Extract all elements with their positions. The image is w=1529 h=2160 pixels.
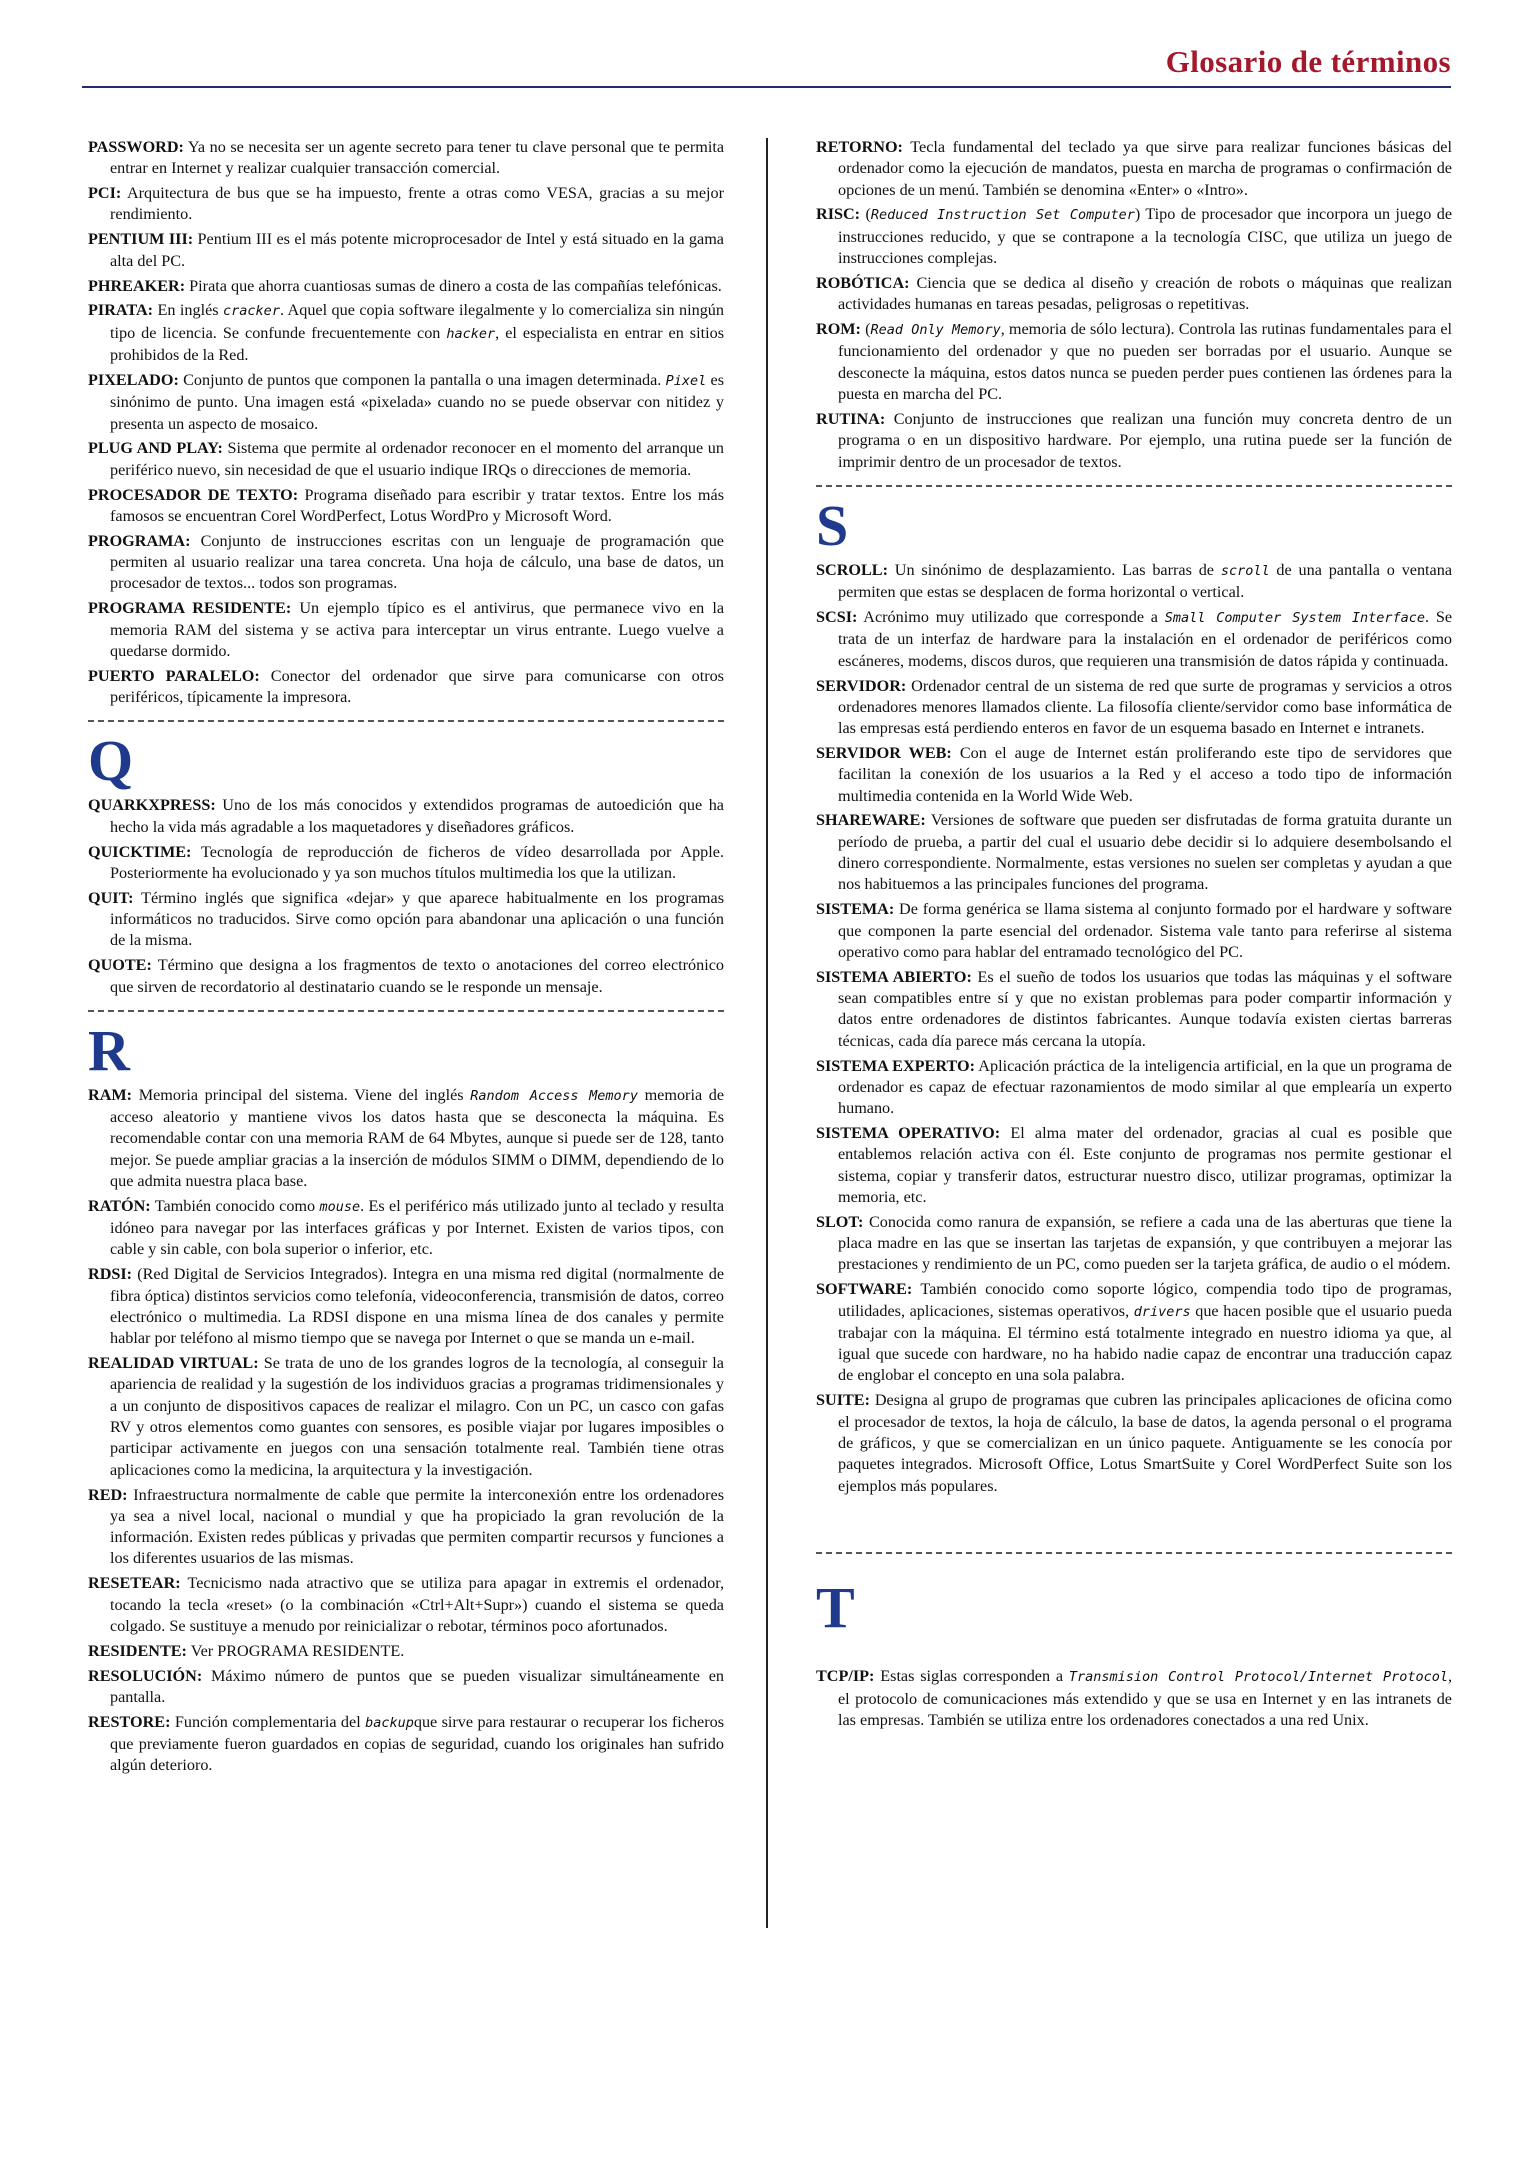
glossary-entry: RUTINA: Conjunto de instrucciones que realizan una función muy concreta dentro de un programa o en un dispositivo hardware. Por ejemplo, una rutina puede ser la función de imprimir dentro de un procesador de textos. — [816, 409, 1452, 471]
glossary-entry: SUITE: Designa al grupo de programas que cubren las principales aplicaciones de oficina como el procesador de textos, la hoja de cálculo, la base de datos, la agenda personal o el programa de gráficos, y que se comercializan en un único paquete. Antiguamente se les conocía por paquetes integrados. Microsoft Office, Lotus SmartSuite y Corel WordPerfect Suite son los ejemplos más populares. — [816, 1391, 1452, 1495]
glossary-entry: PLUG AND PLAY: Sistema que permite al ordenador reconocer en el momento del arranque un periférico nuevo, sin necesidad de que el usuario indique IRQs o direcciones de memoria. — [88, 439, 724, 479]
glossary-entry: SOFTWARE: También conocido como soporte lógico, compendia todo tipo de programas, utilidades, aplicaciones, sistemas operativos, drivers que hacen posible que el usuario pueda trabajar con la máquina. El término está totalmente integrado en nuestro idioma ya que, al igual que sucede con hardware, no ha habido nadie capaz de encontrar una traducción capaz de englobar el concepto en una sola palabra. — [816, 1280, 1453, 1385]
glossary-entry: QUIT: Término inglés que significa «dejar» y que aparece habitualmente en los programas informáticos no traducidos. Sirve como opción para abandonar una aplicación o una función de la misma. — [88, 888, 724, 950]
glossary-entry: PHREAKER: Pirata que ahorra cuantiosas sumas de dinero a costa de las compañías telefónicas. — [88, 276, 722, 295]
glossary-entry: RDSI: (Red Digital de Servicios Integrados). Integra en una misma red digital (normalmente de fibra óptica) distintos servicios como telefonía, videoconferencia, transmisión de datos, correo electrónico o multimedia. La RDSI dispone en una misma línea de dos canales y permite hablar por teléfono al mismo tiempo que se navega por Internet o que se manda un e-mail. — [88, 1265, 725, 1348]
glossary-entry: SERVIDOR WEB: Con el auge de Internet están proliferando este tipo de servidores que facilitan la conexión de los usuarios a la Red y el acceso a todo tipo de información multimedia contenida en la World Wide Web. — [816, 743, 1452, 805]
glossary-entry: RETORNO: Tecla fundamental del teclado ya que sirve para realizar funciones básicas del ordenador como la ejecución de mandatos, puesta en marcha de programas o confirmación de opciones de un menú. También se denomina «Enter» o «Intro». — [816, 138, 1452, 199]
glossary-entry: SHAREWARE: Versiones de software que pueden ser disfrutadas de forma gratuita durante un período de prueba, a partir del cual el usuario debe decidir si lo adquiere desembolsando el dinero correspondiente. Normalmente, estas versiones no suelen ser completas y ayudan a que nos habituemos a las principales funciones del programa. — [816, 811, 1453, 894]
glossary-entry: QUARKXPRESS: Uno de los más conocidos y extendidos programas de autoedición que ha hecho la vida más agradable a los maquetadores y diseñadores gráficos. — [88, 796, 724, 836]
glossary-entry: ROM: (Read Only Memory, memoria de sólo lectura). Controla las rutinas fundamentales para el funcionamiento del ordenador y que no pueden ser borradas por el usuario. Aunque se desconecte la máquina, estos datos nunca se pueden perder pues contienen las órdenes para la puesta en marcha del PC. — [816, 320, 1453, 404]
glossary-entry: SISTEMA: De forma genérica se llama sistema al conjunto formado por el hardware y software que componen la parte esencial del ordenador. Sistema vale tanto para referirse al sistema operativo como para hablar del entramado tecnológico del PC. — [816, 900, 1452, 961]
glossary-entry: TCP/IP: Estas siglas corresponden a Transmision Control Protocol/Internet Protocol, el protocolo de comunicaciones más extendido y que se usa en Internet y en las intranets de las empresas. También se utiliza entre los ordenadores conectados a una red Unix. — [816, 1667, 1453, 1730]
section-separator — [88, 720, 724, 722]
glossary-entry: RATÓN: También conocido como mouse. Es el periférico más utilizado junto al teclado y resulta idóneo para navegar por las interfaces gráficas y por Internet. Existen de varios tipos, con cable y sin cable, con bola superior o inferior, etc. — [88, 1196, 724, 1259]
glossary-entry: RED: Infraestructura normalmente de cable que permite la interconexión entre los ordenadores ya sea a nivel local, nacional o mundial y que ha propiciado la gran revolución de la información. Existen redes públicas y privadas que permiten compartir recursos y funciones a los diferentes usuarios de las mismas. — [88, 1485, 725, 1568]
section-separator — [816, 1552, 1452, 1554]
glossary-entry: QUOTE: Término que designa a los fragmentos de texto o anotaciones del correo electrónico que sirven de recordatorio al destinatario cuando se le responde un mensaje. — [88, 956, 724, 996]
glossary-entry: RISC: (Reduced Instruction Set Computer) Tipo de procesador que incorpora un juego de instrucciones reducido, y que se contrapone a la tecnología CISC, que utiliza un juego de instrucciones complejas. — [816, 205, 1453, 268]
glossary-entry: PASSWORD: Ya no se necesita ser un agente secreto para tener tu clave personal que te permita entrar en Internet y realizar cualquier transacción comercial. — [88, 138, 724, 178]
glossary-entry: RESOLUCIÓN: Máximo número de puntos que se pueden visualizar simultáneamente en pantalla. — [88, 1666, 725, 1706]
glossary-entry: RESIDENTE: Ver PROGRAMA RESIDENTE. — [88, 1641, 405, 1660]
glossary-entry: PROCESADOR DE TEXTO: Programa diseñado para escribir y tratar textos. Entre los más famosos se encuentran Corel WordPerfect, Lotus WordPro y Microsoft Word. — [88, 485, 724, 525]
glossary-entry: SCSI: Acrónimo muy utilizado que corresponde a Small Computer System Interface. Se trata de un interfaz de hardware para la instalación en el ordenador de periféricos como escáneres, modems, discos duros, que requieren una transmisión de datos rápida y continuada. — [816, 608, 1453, 670]
glossary-entry: PROGRAMA: Conjunto de instrucciones escritas con un lenguaje de programación que permiten al usuario realizar una tarea concreta. Una hoja de cálculo, una base de datos, un procesador de textos... todos son programas. — [88, 531, 724, 593]
glossary-entry: SISTEMA ABIERTO: Es el sueño de todos los usuarios que todas las máquinas y el software sean compatibles entre sí y que no existan problemas para poder compartir información y datos entre ordenadores de distintos fabricantes. Aunque todavía existen ciertas barreras técnicas, cada día parece más cercana la utopía. — [816, 967, 1452, 1050]
glossary-entry: SERVIDOR: Ordenador central de un sistema de red que surte de programas y servicios a otros ordenadores menores llamados cliente. La filosofía cliente/servidor como base informática de las empresas está perdiendo enteros en favor de un esquema basado en Internet e intranets. — [816, 676, 1452, 738]
glossary-entry: ROBÓTICA: Ciencia que se dedica al diseño y creación de robots o máquinas que realizan actividades humanas en tareas pesadas, peligrosas o repetitivas. — [816, 273, 1452, 314]
glossary-entry: RESTORE: Función complementaria del backupque sirve para restaurar o recuperar los ficheros que previamente fueron guardados en copias de seguridad, cuando los originales han sufrido algún deterioro. — [88, 1712, 725, 1775]
glossary-entry: PIRATA: En inglés cracker. Aquel que copia software ilegalmente y lo comercializa sin ningún tipo de licencia. Se confunde frecuentemente con hacker, el especialista en entrar en sitios prohibidos de la Red. — [88, 301, 724, 365]
left-column — [88, 137, 724, 1780]
glossary-entry: SCROLL: Un sinónimo de desplazamiento. Las barras de scroll de una pantalla o ventana permiten que estas se desplacen de forma horizontal o vertical. — [816, 560, 1453, 602]
page-title: Glosario de términos — [1165, 44, 1451, 79]
glossary-entry: QUICKTIME: Tecnología de reproducción de ficheros de vídeo desarrollada por Apple. Posteriormente ha evolucionado y ya son muchos títulos multimedia los que la utilizan. — [88, 842, 724, 882]
glossary-entry: PUERTO PARALELO: Conector del ordenador que sirve para comunicarse con otros periféricos, típicamente la impresora. — [88, 666, 724, 707]
page-header — [0, 0, 1529, 90]
glossary-entry: REALIDAD VIRTUAL: Se trata de uno de los grandes logros de la tecnología, al conseguir la apariencia de realidad y la sugestión de los individuos gracias a programas tridimensionales y a un conjunto de dispositivos capaces de realizar el milagro. Con un PC, un casco con gafas RV y otros elementos como guantes con sensores, es posible viajar por lugares imposibles o participar activamente en juegos con una sensación totalmente real. También tiene otras aplicaciones como la medicina, la arquitectura y la investigación. — [88, 1354, 724, 1479]
glossary-entry: RESETEAR: Tecnicismo nada atractivo que se utiliza para apagar in extremis el ordenador, tocando la tecla «reset» (o la combinación «Ctrl+Alt+Supr») cuando el sistema se queda colgado. Se sustituye a menudo por reinicializar o rebotar, términos poco afortunados. — [88, 1574, 724, 1635]
section-letter-r: R — [88, 1017, 130, 1083]
section-separator — [816, 485, 1452, 487]
section-separator — [88, 1010, 724, 1012]
glossary-entry: SISTEMA OPERATIVO: El alma mater del ordenador, gracias al cual es posible que entablemos relación activa con él. Este conjunto de programas nos permite gestionar el sistema, copiar y transferir datos, estructurar nuestro disco, utilizar programas, optimizar la memoria, etc. — [816, 1124, 1453, 1206]
glossary-entry: SLOT: Conocida como ranura de expansión, se refiere a cada una de las aberturas que tiene la placa madre en las que se insertan las tarjetas de expansión, y que contribuyen a mejorar las prestaciones y rendimiento de un PC, como pueden ser la tarjeta gráfica, de audio o el módem. — [816, 1212, 1453, 1274]
glossary-entry: PENTIUM III: Pentium III es el más potente microprocesador de Intel y está situado en la gama alta del PC. — [88, 230, 724, 270]
column-divider — [766, 138, 768, 1928]
section-letter-q: Q — [88, 728, 134, 794]
glossary-entry: PCI: Arquitectura de bus que se ha impuesto, frente a otras como VESA, gracias a su mejor rendimiento. — [88, 184, 724, 224]
glossary-entry: RAM: Memoria principal del sistema. Viene del inglés Random Access Memory memoria de acceso aleatorio y mantiene vivos los datos hasta que se desconecta la máquina. Es recomendable contar con una memoria RAM de 64 Mbytes, aunque si puede ser de 128, tanto mejor. Se puede ampliar gracias a la inserción de módulos SIMM o DIMM, dependiendo de lo que admita nuestra placa base. — [88, 1085, 725, 1190]
right-column — [816, 137, 1452, 1735]
section-letter-t: T — [816, 1575, 855, 1641]
glossary-entry: PROGRAMA RESIDENTE: Un ejemplo típico es el antivirus, que permanece vivo en la memoria RAM del sistema y se activa para interceptar un virus entrante. Luego vuelve a quedarse dormido. — [88, 599, 725, 660]
header-rule — [82, 86, 1451, 88]
glossary-entry: PIXELADO: Conjunto de puntos que componen la pantalla o una imagen determinada. Pixel es sinónimo de punto. Una imagen está «pixelada» cuando no se puede observar con nitidez y presenta un aspecto de mosaico. — [88, 370, 724, 433]
glossary-entry: SISTEMA EXPERTO: Aplicación práctica de la inteligencia artificial, en la que un programa de ordenador es capaz de efectuar razonamientos de modo similar al que emplearía un experto humano. — [816, 1056, 1452, 1118]
section-letter-s: S — [816, 492, 849, 558]
